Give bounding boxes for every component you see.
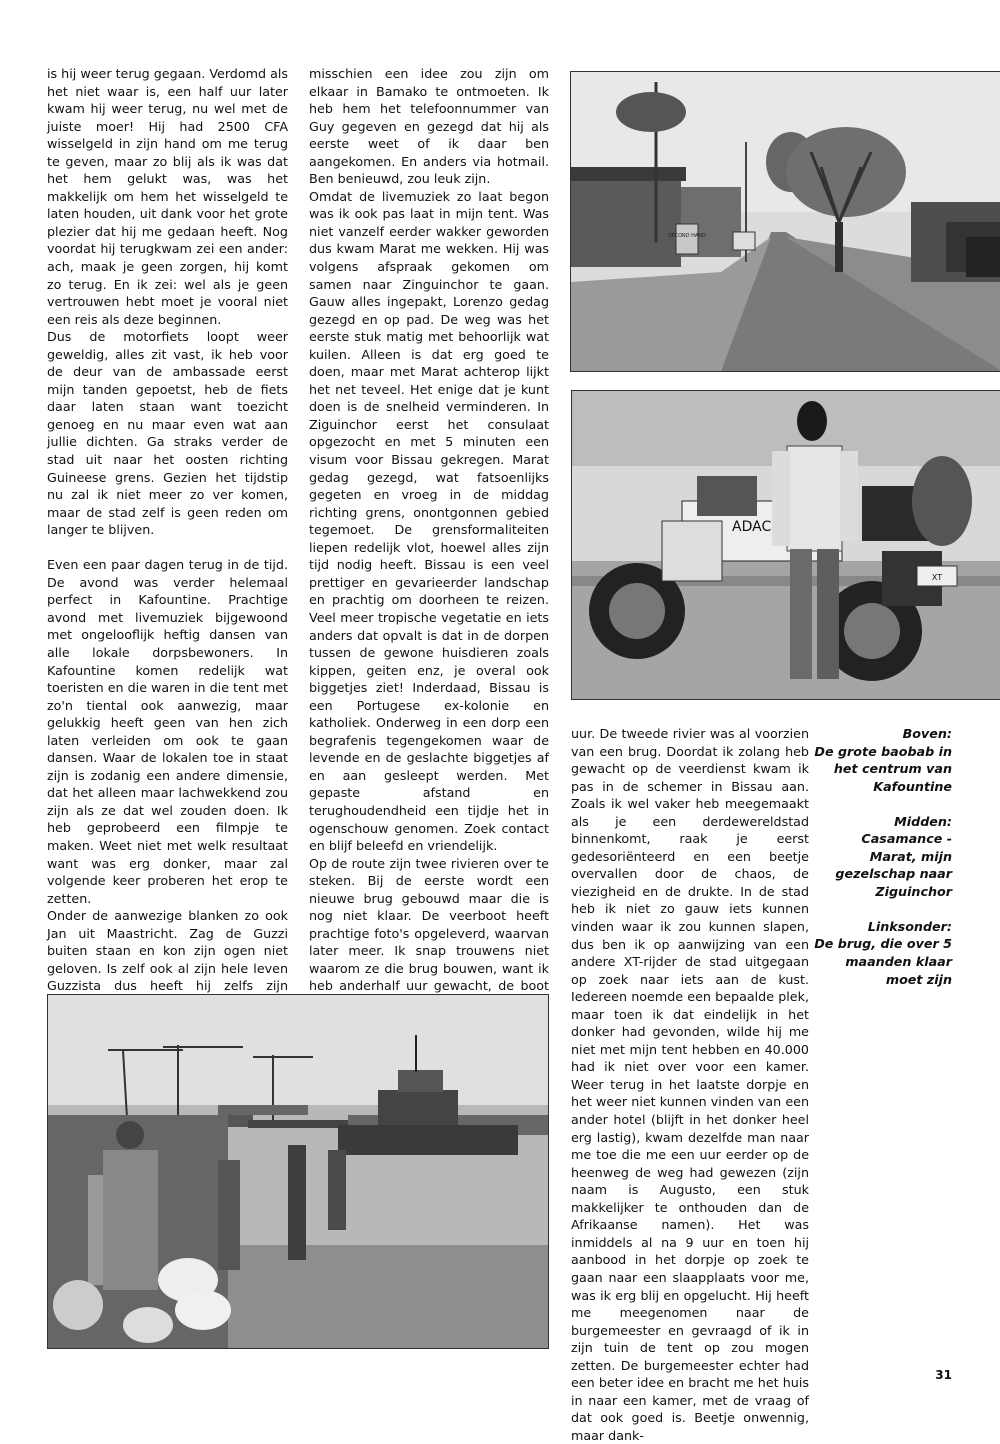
paragraph: Op de route zijn twee rivieren over te steken. Bij de eerste wordt een nieuwe brug gebouwd maar die is nog niet klaar. De veerboot heeft prachtige foto's opgeleverd, waarvan later meer. Ik snap trouwens niet waarom ze die brug bouwen, want ik heb anderhalf uur gewacht, de boot — [309, 855, 549, 994]
caption-top — [812, 725, 952, 795]
paragraph: Omdat de livemuziek zo laat begon was ik ook pas laat in mijn tent. Was niet vanzelf eerder wakker geworden dus kwam Marat me wekken. Hij was volgens afspraak gekomen om samen naar Zinguinchor te gaan. Gauw alles ingepakt, Lorenzo gedag gezegd en op pad. De weg was het eerste stuk matig met behoorlijk wat kuilen. Alleen is dat erg goed te doen, maar met Marat achterop lijkt het net teveel. Het enige dat je kunt doen is de snelheid verminderen. In Ziguinchor eerst het consulaat opgezocht en met 5 minuten een visum voor Bissau gekregen. Marat gedag gezegd, wat fatsoenlijks gegeten en vroeg in de middag richting grens, onontgonnen gebied tegemoet. De grensformaliteiten liepen redelijk vlot, hoewel alles zijn tijd nodig heeft. Bissau is een veel prettiger en gevarieerder landschap en prachtig om doorheen te reizen. Veel meer tropische vegetatie en iets anders dat opvalt is dat in de dorpen tussen de gewone huisdieren zoals kippen, geiten enz, je overal ook biggetjes ziet! Inderdaad, Bissau is een Portugese ex-kolonie en katholiek. Onderweg in een dorp een begrafenis tegengekomen waar de levende en de geslachte biggetjes af en aan gesleept werden. Met gepaste afstand en terughoudendheid een tijdje het in ogenschouw genomen. Zoek contact en blijf beleefd en vriendelijk. — [309, 188, 549, 854]
paragraph: is hij weer terug gegaan. Verdomd als het niet waar is, een half uur later kwam hij weer terug, nu wel met de juiste moer! Hij had 2500 CFA wisselgeld in zijn hand om me terug te geven, maar zo blij als ik was dat het hem gelukt was, was het makkelijk om hem het wisselgeld te laten houden, uit dank voor het grote plezier dat hij me gedaan heeft. Nog voordat hij terugkwam zei een ander: ach, maak je geen zorgen, hij komt zo terug. En ik zei: wel als je geen vertrouwen hebt moet je vooral niet een reis als deze beginnen. — [47, 66, 288, 327]
photo-captions — [812, 725, 952, 1006]
ferry-illustration — [48, 995, 548, 1348]
marat-motorcycle-photo — [571, 390, 1000, 700]
caption-middle-label: Midden: — [894, 813, 952, 829]
paragraph: uur. De tweede rivier was al voorzien van een brug. Doordat ik zolang heb gewacht op de veerdienst kwam ik pas in de schemer in Bissau aan. Zoals ik wel vaker heb meegemaakt als je een derdewereldstad binnenkomt, raak je eerst gedesoriënteerd en een beetje overvallen door de chaos, de viezigheid en de drukte. In de stad heb ik niet zo gauw iets kunnen vinden waar ik zou kunnen slapen, dus ben ik op aanwijzing van een andere XT-rijder de stad uitgegaan op zoek naar iets aan de kust. Iedereen noemde een bepaalde plek, maar toen ik dat eindelijk in het donker had gevonden, wilde hij me niet met mijn tent hebben en 40.000 had ik niet over voor een kamer. Weer terug in het laatste dorpje en het weer niet kunnen vinden van een ander hotel (blijft in het donker heel erg lastig), kwam dezelfde man naar me toe die me een uur eerder op de heenweg de weg had gewezen (zijn naam is Augusto, een stuk makkelijker te onthouden dan de Afrikaanse namen). Het was inmiddels al na 9 uur en toen hij aanbood in het dorpje op zoek te gaan naar een slaapplaats voor me, was ik erg blij en opgelucht. Hij heeft me meegenomen naar de burgemeester en gevraagd of ik in zijn tuin de tent op zou mogen zetten. De burgemeester echter had een beter idee en bracht me het huis in naar een kamer, met de vraag of dat ook goed is. Beetje onwennig, maar dank- — [571, 726, 809, 1443]
baobab-street-illustration — [571, 72, 1000, 371]
caption-bottom-text: De brug, die over 5 maanden klaar moet zijn — [814, 936, 952, 987]
text-column-1 — [47, 65, 288, 1100]
paragraph: misschien een idee zou zijn om elkaar in Bamako te ontmoeten. Ik heb hem het telefoonnummer van Guy gegeven en gezegd dat hij als eerste weet of ik daar ben aangekomen. En anders via hotmail. Ben benieuwd, zou leuk zijn. — [309, 66, 549, 187]
caption-top-text: De grote baobab in het centrum van Kafountine — [814, 743, 952, 794]
page-number: 31 — [935, 1368, 952, 1382]
shop-sign-text: SECOND HAND — [668, 233, 706, 239]
text-column-2 — [309, 65, 549, 1065]
baobab-street-photo — [570, 71, 1000, 372]
paragraph: Onder de aanwezige blanken zo ook Jan uit Maastricht. Zag de Guzzi buiten staan en kon zijn ogen niet geloven. Is zelf ook al zijn hele leven Guzzista dus heeft hij zelfs zijn — [47, 908, 288, 994]
paragraph: Dus de motorfiets loopt weer geweldig, alles zit vast, ik heb voor de deur van de ambassade eerst mijn tanden gepoetst, heb de fiets daar laten staan want toezicht genoeg en nu maar even wat aan jullie dichten. Ga straks verder de stad uit naar het oosten richting Guineese grens. Gezien het tijdstip nu zal ik niet meer zo ver komen, maar de stad zelf is geen reden om langer te blijven. — [47, 329, 288, 538]
caption-bottom-label: Linksonder: — [867, 918, 952, 934]
caption-middle-text: Casamance - Marat, mijn gezelschap naar Ziguinchor — [835, 831, 952, 899]
caption-top-label: Boven: — [902, 726, 952, 741]
motorcycle-illustration — [572, 391, 1000, 699]
text-column-3 — [571, 725, 809, 1444]
paragraph: Even een paar dagen terug in de tijd. De avond was verder helemaal perfect in Kafountine. Prachtige avond met livemuziek bijgewoond met ongelooflijk heftig dansen van alle lokale dorpsbewoners. In Kafountine komen redelijk wat toeristen en die waren in die tent met zo'n tiental ook aanwezig, maar gelukkig heeft geen van hen zich laten verleiden om ook te gaan dansen. Waar de lokalen toe in staat zijn is zodanig een andere dimensie, dat het alleen maar lachwekkend zou zijn als ze dat wel zouden doen. Ik heb geprobeerd een filmpje te maken. Weet niet met welk resultaat want was erg donker, maar zal volgende keer proberen het erop te zetten. — [47, 557, 289, 906]
plate-text: XT — [931, 573, 943, 582]
motorcycle-sticker-text: ADAC — [732, 519, 772, 535]
ferry-bridge-photo — [47, 994, 549, 1349]
caption-middle — [812, 813, 952, 901]
caption-bottom — [812, 918, 952, 988]
